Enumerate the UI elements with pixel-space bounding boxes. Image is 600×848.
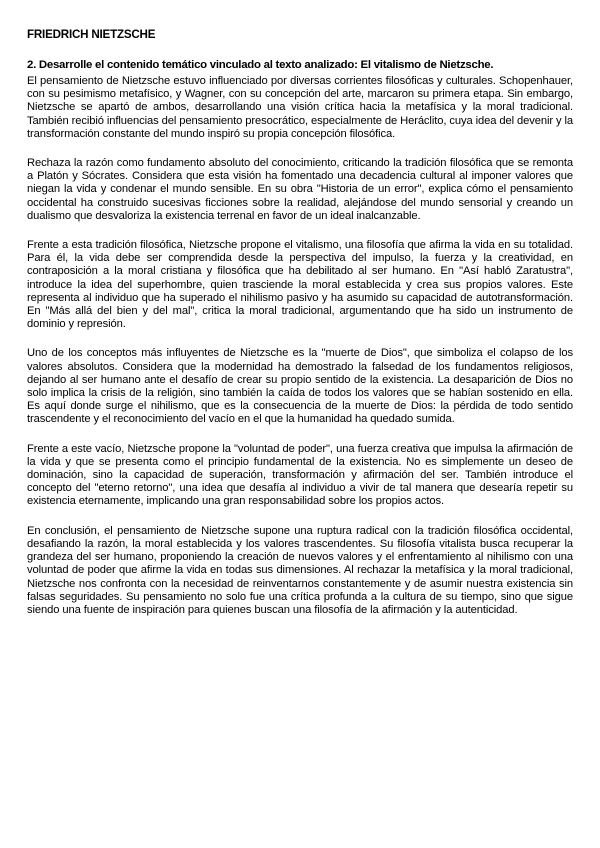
paragraph-conclusion: En conclusión, el pensamiento de Nietzsche supone una ruptura radical con la tradición filosófica occidental, desafiando la razón, la moral establecida y los valores trascendentes. Su filosofía vitalista busca recuperar la grandeza del ser humano, proponiendo la creación de nuevos valores y el enfrentamiento al nihilismo con una voluntad de poder que afirme la vida en todas sus dimensiones. Al rechazar la metafísica y la moral tradicional, Nietzsche nos confronta con la necesidad de reinventarnos constantemente y de asumir nuestra existencia sin falsas seguridades. Su pensamiento no solo fue una crítica profunda a la cultura de su tiempo, sino que sigue siendo una fuente de inspiración para quienes buscan una filosofía de la afirmación y la autenticidad. [27,524,573,616]
paragraph-vitalism: Frente a esta tradición filosófica, Nietzsche propone el vitalismo, una filosofía que afirma la vida en su totalidad. Para él, la vida debe ser comprendida desde la perspectiva del impulso, la fuerza y la creatividad, en contraposición a la moral cristiana y filosófica que ha debilitado al ser humano. En "Así habló Zaratustra", introduce la idea del superhombre, quien trasciende la moral establecida y crea sus propios valores. Este representa al individuo que ha superado el nihilismo pasivo y ha asumido su capacidad de autotransformación. En "Más allá del bien y del mal", critica la moral tradicional, argumentando que ha sido un instrumento de dominio y represión. [27,239,573,331]
document-page [27,28,573,633]
paragraph-death-of-god: Uno de los conceptos más influyentes de Nietzsche es la "muerte de Dios", que simboliza el colapso de los valores absolutos. Considera que la modernidad ha demostrado la falsedad de los fundamentos religiosos, dejando al ser humano ante el desafío de crear su propio sentido de la existencia. La desaparición de Dios no solo implica la crisis de la religión, sino también la caída de todos los valores que se habían sostenido en ella. Es aquí donde surge el nihilismo, que es la consecuencia de la muerte de Dios: la pérdida de todo sentido trascendente y el reconocimiento del vacío en el que la humanidad ha quedado sumida. [27,347,573,426]
section-title: 2. Desarrolle el contenido temático vinculado al texto analizado: El vitalismo de Nietzsche. [27,59,494,71]
author-heading: FRIEDRICH NIETZSCHE [27,28,156,41]
paragraph-influences: El pensamiento de Nietzsche estuvo influenciado por diversas corrientes filosóficas y culturales. Schopenhauer, con su pesimismo metafísico, y Wagner, con su concepción del arte, marcaron su primera etapa. Sin embargo, Nietzsche se apartó de ambos, desarrollando una visión crítica hacia la metafísica y la moral tradicional. También recibió influencias del pensamiento presocrático, especialmente de Heráclito, cuya idea del devenir y la transformación constante del mundo inspiró su propia concepción filosófica. [27,75,573,140]
paragraph-critique-of-reason: Rechaza la razón como fundamento absoluto del conocimiento, criticando la tradición filosófica que se remonta a Platón y Sócrates. Considera que esta visión ha fomentado una decadencia cultural al imponer valores que niegan la vida y condenar el mundo sensible. En su obra "Historia de un error", explica cómo el pensamiento occidental ha construido sucesivas ficciones sobre la realidad, alejándose del mundo sensorial y creando un dualismo que desvaloriza la existencia terrenal en favor de un ideal inalcanzable. [27,157,573,222]
paragraph-will-to-power: Frente a este vacío, Nietzsche propone la "voluntad de poder", una fuerza creativa que impulsa la afirmación de la vida y que se presenta como el principio fundamental de la existencia. No es simplemente un deseo de dominación, sino la capacidad de superación, transformación y afirmación del ser. También introduce el concepto del "eterno retorno", una idea que desafía al individuo a vivir de tal manera que desearía repetir su existencia eternamente, implicando una gran responsabilidad sobre los propios actos. [27,442,573,508]
